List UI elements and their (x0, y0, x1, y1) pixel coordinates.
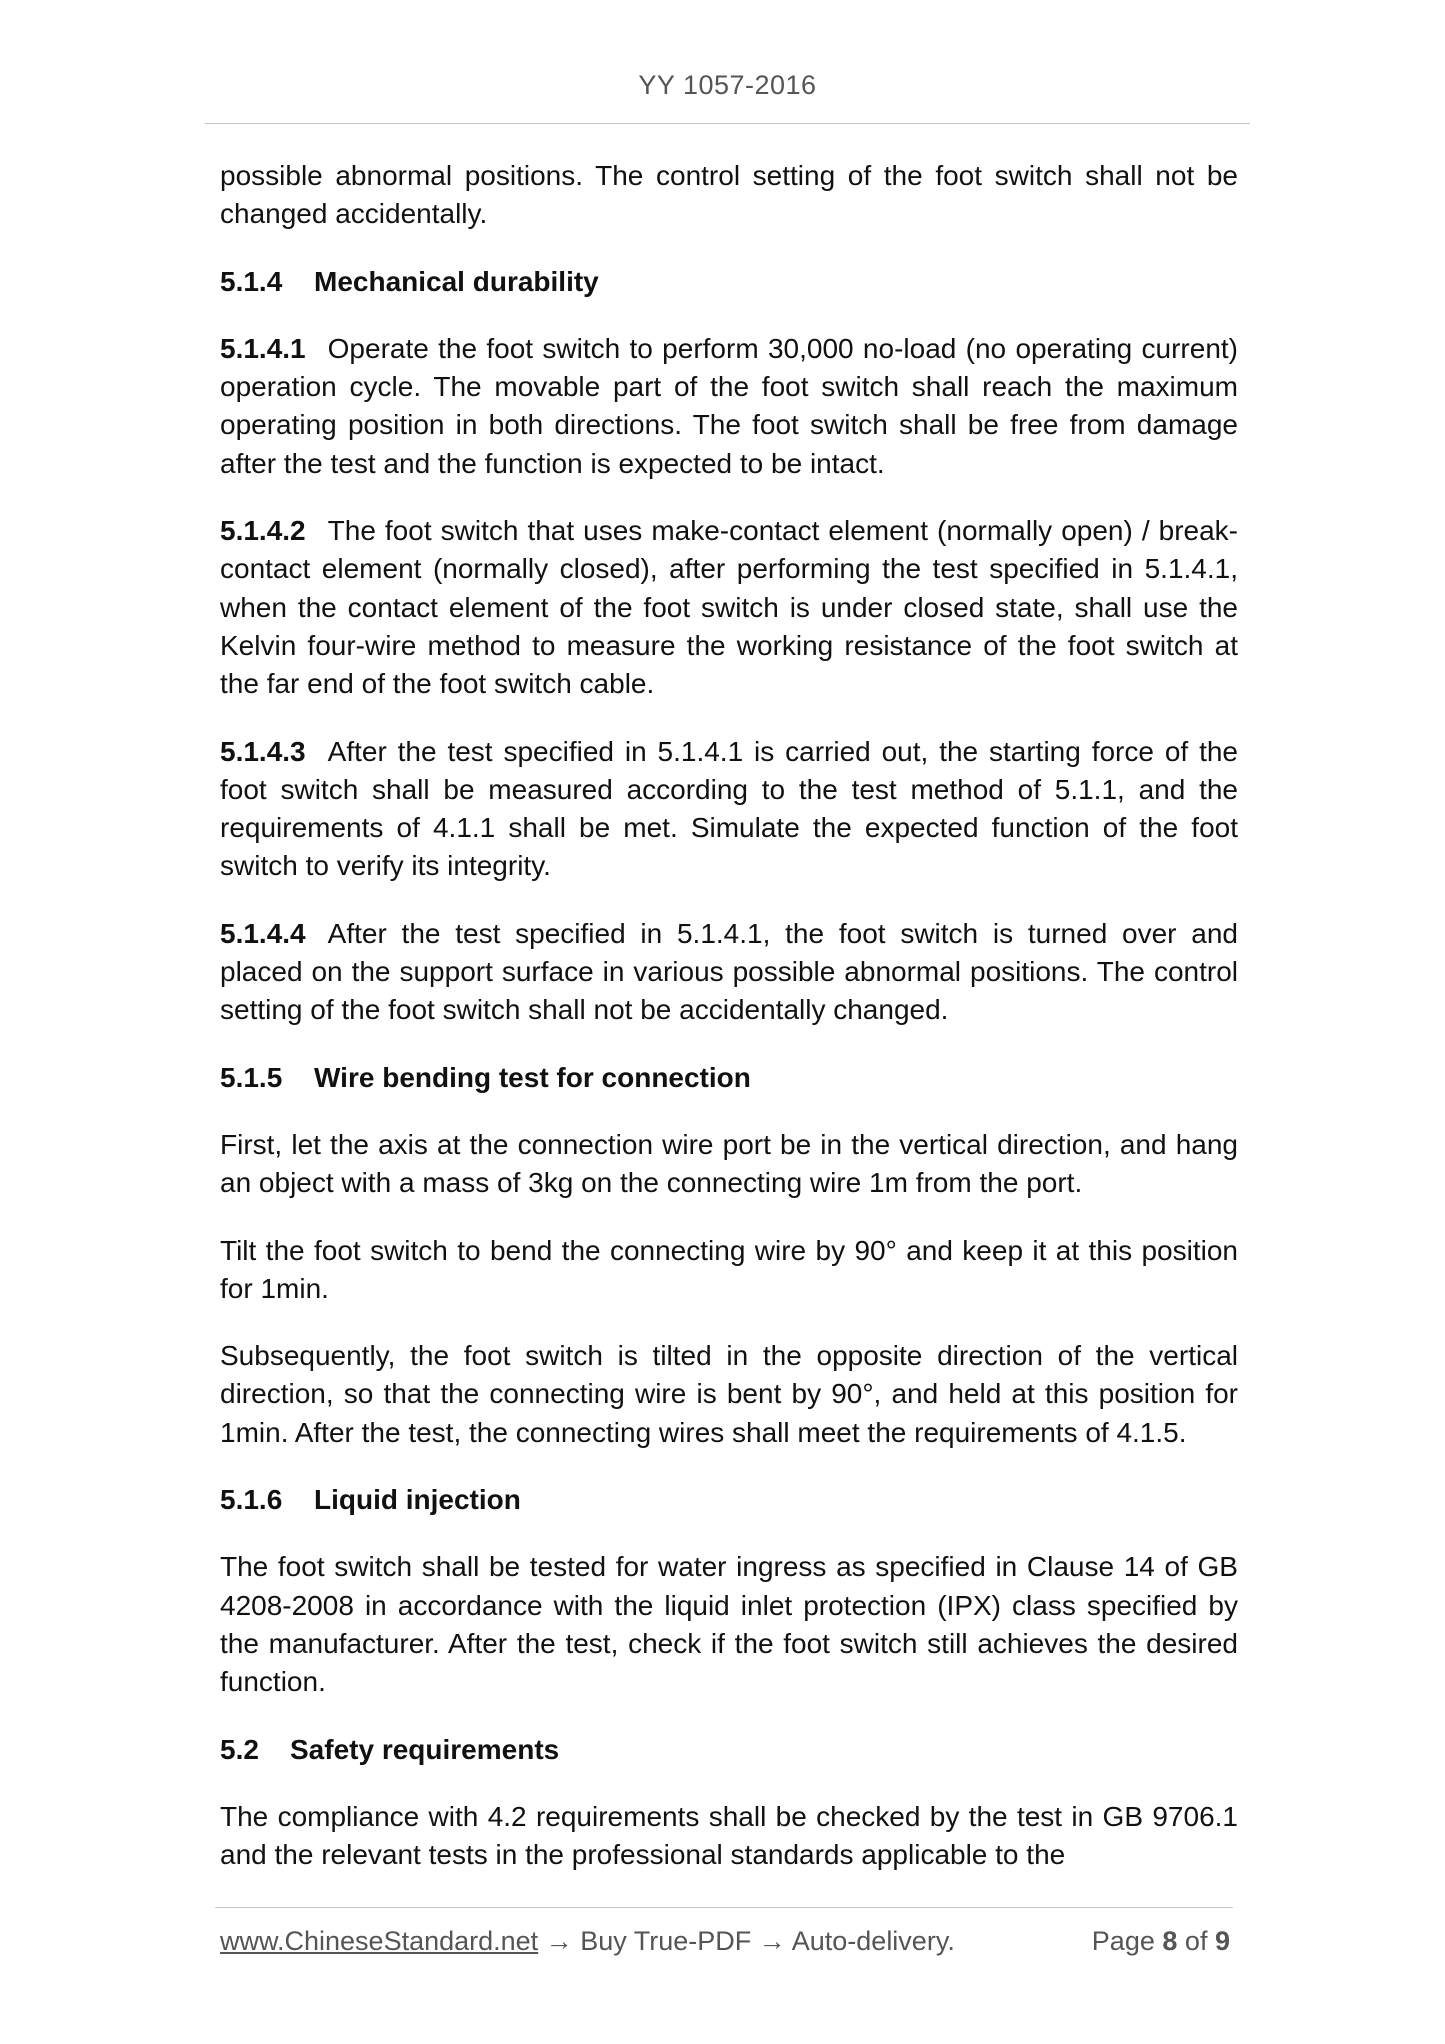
heading-number: 5.1.4 (220, 265, 283, 297)
heading-title: Liquid injection (314, 1484, 521, 1516)
heading-title: Wire bending test for connection (314, 1061, 751, 1093)
website-link[interactable]: www.ChineseStandard.net (220, 1926, 539, 1956)
heading-title: Mechanical durability (314, 265, 599, 297)
clause-5-1-4-3 (220, 733, 1238, 886)
paragraph-5-1-5-b: Tilt the foot switch to bend the connecting wire by 90° and keep it at this position for 1min. (220, 1234, 1238, 1304)
page-indicator (1092, 1926, 1230, 1957)
clause-text: The foot switch that uses make-contact element (normally open) / break-contact element (normally closed), after performing the test specified in 5.1.4.1, when the contact element of the foot switch is under closed state, shall use the Kelvin four-wire method to measure the working resistance of the foot switch at the far end of the foot switch cable. (220, 515, 1238, 700)
clause-text: After the test specified in 5.1.4.1, the foot switch is turned over and placed on the support surface in various possible abnormal positions. The control setting of the foot switch shall not be accidentally changed. (220, 917, 1238, 1026)
page-total: 9 (1214, 1926, 1230, 1956)
heading-number: 5.1.6 (220, 1484, 283, 1516)
clause-5-1-4-1 (220, 330, 1238, 483)
clause-number: 5.1.4.2 (220, 515, 306, 547)
clause-text: Operate the foot switch to perform 30,000 no-load (no operating current) operation cycle. The movable part of the foot switch shall reach the maximum operating position in both directions. The foot switch shall be free from damage after the test and the function is expected to be intact. (220, 332, 1238, 479)
page-current: 8 (1162, 1926, 1178, 1956)
paragraph-5-1-6: The foot switch shall be tested for water ingress as specified in Clause 14 of GB 4208-2008 in accordance with the liquid inlet protection (IPX) class specified by the manufacturer. After the test, check if the foot switch still achieves the desired function. (220, 1551, 1238, 1698)
page-word: Page (1091, 1926, 1155, 1956)
heading-5-1-4 (220, 263, 1238, 301)
heading-number: 5.2 (220, 1733, 259, 1765)
clause-5-1-4-4 (220, 915, 1238, 1030)
of-word: of (1184, 1926, 1208, 1956)
heading-title: Safety requirements (290, 1733, 560, 1765)
heading-5-1-6 (220, 1481, 1238, 1519)
clause-number: 5.1.4.3 (220, 735, 306, 767)
clause-text: After the test specified in 5.1.4.1 is carried out, the starting force of the foot switch shall be measured according to the test method of 5.1.1, and the requirements of 4.1.1 shall be met. Simulate the expected function of the foot switch to verify its integrity. (220, 735, 1238, 882)
paragraph-5-2: The compliance with 4.2 requirements shall be checked by the test in GB 9706.1 and the relevant tests in the professional standards applicable to the (220, 1800, 1238, 1871)
footer-divider (215, 1907, 1233, 1908)
header-divider (205, 123, 1250, 124)
heading-5-1-5 (220, 1059, 1238, 1097)
clause-number: 5.1.4.1 (220, 332, 306, 364)
paragraph-5-1-5-a: First, let the axis at the connection wire port be in the vertical direction, and hang an object with a mass of 3kg on the connecting wire 1m from the port. (220, 1128, 1238, 1199)
clause-5-1-4-2 (220, 512, 1238, 703)
heading-5-2 (220, 1731, 1238, 1769)
document-body (220, 157, 1238, 1903)
paragraph-continuation: possible abnormal positions. The control setting of the foot switch shall not be changed accidentally. (220, 160, 1238, 230)
footer-tagline: → Buy True-PDF → Auto-delivery. (538, 1926, 955, 1956)
paragraph-5-1-5-c: Subsequently, the foot switch is tilted in the opposite direction of the vertical direction, so that the connecting wire is bent by 90°, and held at this position for 1min. After the test, the connecting wires shall meet the requirements of 4.1.5. (220, 1340, 1238, 1448)
running-header: YY 1057-2016 (638, 70, 817, 100)
heading-number: 5.1.5 (220, 1061, 283, 1093)
clause-number: 5.1.4.4 (220, 917, 306, 949)
page-footer (220, 1926, 1230, 1957)
